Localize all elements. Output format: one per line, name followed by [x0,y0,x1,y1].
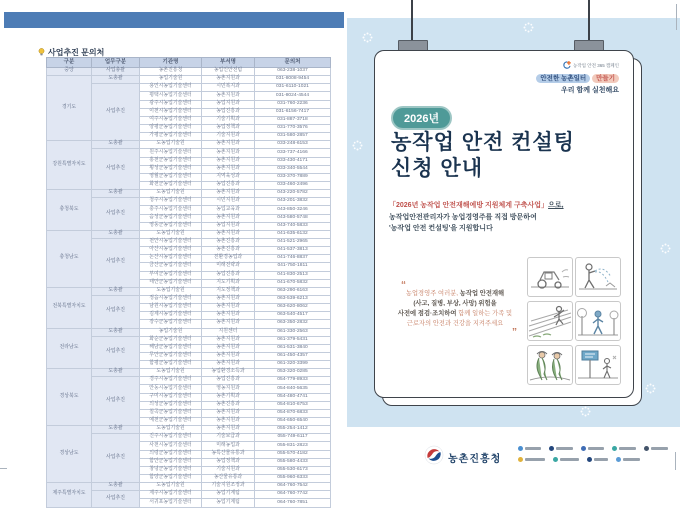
contact-cell: 농업환경소득과 [202,369,255,377]
quote-line1-orange: 농업경영주 여러분, [405,290,460,297]
poster-title-line2: 신청 안내 [391,157,483,180]
contact-cell: 음성군농업기술센터 [140,214,202,222]
contact-cell: 도농업기술원 [140,369,202,377]
contact-cell: 055-960-6333 [255,475,331,483]
crop-mark [675,452,676,470]
contact-cell: 화천군농업기술센터 [140,181,202,189]
contact-cell: 063-620-8062 [255,304,331,312]
contact-cell: 도농업기술원 [140,287,202,295]
worktype-cell: 도총괄 [92,328,140,336]
contact-cell: 농촌지원과 [202,344,255,352]
illustration-field-work [527,301,573,341]
snowflake-icon [362,32,373,43]
program-name: 「2026년 농작업 안전재해예방 지원체계 구축사업」 [389,202,549,209]
table-row [47,68,331,76]
contact-cell: 농특산물유통과 [202,450,255,458]
contact-cell: 농업기계팀 [202,491,255,499]
contact-cell: 해남군농업기술센터 [140,344,202,352]
contact-cell: 기술기획과 [202,116,255,124]
contact-cell: 061-450-4357 [255,352,331,360]
contact-cell: 기술보급과 [202,434,255,442]
contact-cell: 도농업기술원 [140,190,202,198]
contact-cell: 지역육성과 [202,173,255,181]
contact-cell: 영동군농업기술센터 [140,222,202,230]
region-cell: 전북특별자치도 [47,287,92,328]
contact-cell: 061-379-5431 [255,336,331,344]
table-row [47,230,331,238]
quote-line3-dark: 사전에 점검·조치하여 [397,310,459,317]
contact-cell: 함양군농업기술센터 [140,475,202,483]
contact-cell: 농촌지원과 [202,304,255,312]
contact-cell: 농촌진흥과 [202,401,255,409]
partner-logos [518,446,668,462]
contact-cell: 농촌지원과 [202,149,255,157]
contact-cell: 원주시농업기술센터 [140,149,202,157]
worktype-cell: 사업추진 [92,295,140,328]
contact-cell: 농촌지원과 [202,230,255,238]
contact-cell: 061-330-2563 [255,328,331,336]
worktype-cell: 사업추진 [92,491,140,507]
contact-cell: 구미시농업기술센터 [140,393,202,401]
worktype-cell: 사업추진 [92,336,140,369]
table-row [47,76,331,84]
worktype-cell: 사업추진 [92,377,140,426]
worktype-cell: 사업추진 [92,434,140,483]
contact-cell: 061-320-3399 [255,361,331,369]
contact-cell: 055-570-4182 [255,450,331,458]
contact-cell: 경주시농업기술센터 [140,377,202,385]
contact-cell: 태안군농업기술센터 [140,279,202,287]
partner-logo-icon [553,457,579,462]
contact-cell: 063-238-1037 [255,68,331,76]
contact-cell: 시민복지과 [202,84,255,92]
column-header: 기관명 [140,58,202,68]
contact-cell: 안동시농업기술센터 [140,385,202,393]
quote-line3-orange: 함께 일하는 가족 및 [458,310,513,317]
contact-cell: 서귀포농업기술센터 [140,499,202,507]
column-header: 부서명 [202,58,255,68]
contact-cell: 농촌지원과 [202,352,255,360]
snowflake-icon [352,140,363,151]
year-badge: 2026년 [391,106,452,130]
contact-cell: 광주시농업기술센터 [140,100,202,108]
contact-cell: 화순군농업기술센터 [140,336,202,344]
close-quote-icon: ” [512,327,517,338]
contact-cell: 041-537-3813 [255,247,331,255]
contact-cell: 지도기획과 [202,279,255,287]
contact-cell: 용인시농업기술센터 [140,84,202,92]
contact-cell: 043-201-3832 [255,198,331,206]
partner-logo-icon [549,446,573,451]
contact-cell: 041-830-2513 [255,271,331,279]
table-row [47,287,331,295]
poster-title [391,130,575,182]
worktype-cell: 도총괄 [92,230,140,238]
contact-cell: 농산물유통과 [202,475,255,483]
header-bar [4,12,344,28]
table-title: 사업추진 문의처 [48,47,105,57]
contact-cell: 기술지원조정과 [202,483,255,491]
contact-cell: 도농업기술원 [140,230,202,238]
contact-cell: 남원시농업기술센터 [140,304,202,312]
contact-cell: 사천시농업기술센터 [140,442,202,450]
contact-cell: 063-540-4517 [255,312,331,320]
contact-cell: 농업진흥과 [202,377,255,385]
contact-cell: 장수군농업기술센터 [140,320,202,328]
contact-cell: 횡성군농업기술센터 [140,165,202,173]
contact-cell: 041-746-8837 [255,255,331,263]
worktype-cell: 도총괄 [92,76,140,84]
illustration-orchard-work [575,301,621,341]
region-cell: 전라남도 [47,328,92,369]
snowflake-icon [523,22,534,33]
contact-cell: 농촌지원과 [202,426,255,434]
contact-cell: 천안시농업기술센터 [140,238,202,246]
contact-cell: 부여군농업기술센터 [140,271,202,279]
contact-cell: 055-530-6173 [255,466,331,474]
poster-body [389,200,625,235]
contact-cell: 농촌기획과 [202,393,255,401]
contact-cell: 033-248-6153 [255,141,331,149]
contact-cell: 041-521-2965 [255,238,331,246]
contact-cell: 제주시농업기술센터 [140,491,202,499]
contact-cell: 양평군농업기술센터 [140,124,202,132]
contact-cell: 농촌지원과 [202,76,255,84]
region-cell: 경상북도 [47,369,92,426]
contact-cell: 054-779-8933 [255,377,331,385]
contact-cell: 농업지원과 [202,222,255,230]
contact-cell: 여주시농업기술센터 [140,116,202,124]
contact-cell: 정읍시농업기술센터 [140,295,202,303]
column-header: 문의처 [255,58,331,68]
contact-cell: 농촌지원과 [202,312,255,320]
region-cell: 강원특별자치도 [47,141,92,190]
contact-cell: 농업지원과 [202,100,255,108]
campaign-subline: 우리 함께 실천해요 [561,87,619,94]
contact-cell: 농업기계팀 [202,499,255,507]
contact-cell: 청주시농업기술센터 [140,198,202,206]
table-row [47,328,331,336]
contact-cell: 친환경농업과 [202,255,255,263]
region-cell: 충청북도 [47,190,92,231]
contact-cell: 031-8008-9454 [255,76,331,84]
contact-cell: 031-6156-7417 [255,108,331,116]
contact-cell: 055-254-1412 [255,426,331,434]
agency-block [424,445,501,470]
hanging-string [588,0,590,44]
contact-cell: 054-870-6833 [255,409,331,417]
contact-cell: 농촌진흥과 [202,247,255,255]
contact-cell: 033-370-7889 [255,173,331,181]
body-line2: 농작업안전관리자가 농업경영주를 직접 방문하여 [389,213,537,221]
contact-cell: 농업진흥과 [202,181,255,189]
contact-cell: 농촌지원과 [202,418,255,426]
contact-cell: 김제시농업기술센터 [140,312,202,320]
partner-logo-icon [616,457,640,462]
contact-cell: 농업인안전팀 [202,68,255,76]
table-row [47,141,331,149]
agency-name: 농촌진흥청 [448,454,502,465]
contact-cell: 농촌지원과 [202,92,255,100]
contact-cell: 의령군농업기술센터 [140,450,202,458]
poster-title-line1: 농작업 안전 컨설팅 [391,131,575,154]
campaign-block [536,61,619,95]
worktype-cell: 도총괄 [92,483,140,491]
contact-cell: 농업진흥과 [202,108,255,116]
contact-cell: 041-670-5832 [255,279,331,287]
contact-cell: 053-320-0285 [255,369,331,377]
region-cell: 중앙 [47,68,92,76]
contact-cell: 농업정책과 [202,124,255,132]
column-header: 업무구분 [92,58,140,68]
contact-cell: 농촌지원과 [202,320,255,328]
contact-cell: 041-750-1811 [255,263,331,271]
partner-logo-icon [518,457,545,462]
rda-logo-icon [424,445,444,470]
contact-cell: 가평군농업기술센터 [140,133,202,141]
contact-cell: 031-770-3576 [255,124,331,132]
contact-cell: 기술지원과 [202,133,255,141]
contact-cell: 이천시농업기술센터 [140,108,202,116]
contact-cell: 지원센터 [202,328,255,336]
open-quote-icon: “ [401,280,406,291]
quote-block [379,280,531,338]
contact-cell: 063-350-2832 [255,320,331,328]
campaign-logo-icon [563,61,571,70]
contact-cell: 충주시농업기술센터 [140,206,202,214]
illustration-tractor-accident [527,257,573,297]
illustration-grid [527,257,619,385]
contact-cell: 영월군농업기술센터 [140,173,202,181]
region-cell: 경기도 [47,76,92,141]
contact-cell: 아산시농업기술센터 [140,247,202,255]
contact-cell: 054-480-4741 [255,393,331,401]
contact-cell: 미래전략과 [202,263,255,271]
partner-logo-icon [581,446,604,451]
contact-cell: 055-580-4433 [255,458,331,466]
worktype-cell: 사업총괄 [92,68,140,76]
contact-cell: 061-531-3840 [255,344,331,352]
table-row [47,426,331,434]
contact-cell: 농촌진흥청 [140,68,202,76]
contact-cell: 031-8024-4544 [255,92,331,100]
table-header-row [47,58,331,68]
partner-logo-icon [612,446,636,451]
worktype-cell: 도총괄 [92,287,140,295]
contact-cell: 도농업기술원 [140,426,202,434]
contact-cell: 의성군농업기술센터 [140,401,202,409]
contact-cell: 033-460-2496 [255,181,331,189]
crop-mark [0,468,7,469]
contact-cell: 063-539-6213 [255,295,331,303]
table-row [47,483,331,491]
contact-cell: 033-340-5544 [255,165,331,173]
contact-cell: 창녕군농업기술센터 [140,466,202,474]
contact-cell: 무안군농업기술센터 [140,352,202,360]
contact-cell: 시민지원과 [202,198,255,206]
page-edge-mark [676,4,677,30]
footer [0,440,680,474]
contact-cell: 043-220-5782 [255,190,331,198]
contact-cell: 064-760-7542 [255,483,331,491]
campaign-pill-orange: 만들기 [592,74,619,83]
contact-cell: 함안군농업기술센터 [140,458,202,466]
snowflake-icon [660,243,671,254]
illustration-carrying-load [527,345,573,385]
worktype-cell: 사업추진 [92,149,140,190]
contact-cell: 054-840-5635 [255,385,331,393]
illustration-farm-sign [575,345,621,385]
contact-cell: 043-850-3246 [255,206,331,214]
contact-cell: 기술지원과 [202,466,255,474]
contact-cell: 칠곡군농업기술센터 [140,409,202,417]
quote-line1-dark: 농작업 안전재해 [459,290,505,297]
contact-cell: 예천군농업기술센터 [140,418,202,426]
region-cell: 제주특별자치도 [47,483,92,507]
worktype-cell: 도총괄 [92,141,140,149]
partner-logo-icon [587,457,608,462]
table-row [47,369,331,377]
contact-cell: 031-6110-1021 [255,84,331,92]
contact-cell: 미래농업과 [202,442,255,450]
program-suffix: 으로, [548,202,564,209]
contact-cell: 평택시농업기술센터 [140,92,202,100]
contact-cell: 033-430-4171 [255,157,331,165]
contact-cell: 농촌진흥과 [202,238,255,246]
contact-cell: 농촌지원과 [202,214,255,222]
region-cell: 경상남도 [47,426,92,483]
campaign-logo-text: 농작업 안전 365 캠페인 [572,62,619,68]
contact-cell: 055-749-6117 [255,434,331,442]
contact-cell: 064-760-7851 [255,499,331,507]
contact-cell: 농촌지원과 [202,409,255,417]
quote-line4: 근로자의 안전과 건강을 지켜주세요 [406,320,504,327]
contact-cell: 054-810-6753 [255,401,331,409]
contact-cell: 055-831-2823 [255,442,331,450]
contact-cell: 033-737-4166 [255,149,331,157]
contact-cell: 031-760-2236 [255,100,331,108]
contact-cell: 041-635-6132 [255,230,331,238]
contact-cell: 함평군농업기술센터 [140,361,202,369]
contact-cell: 농업기술원 [140,328,202,336]
contact-cell: 031-887-3718 [255,116,331,124]
contact-cell: 진주시농업기술센터 [140,434,202,442]
worktype-cell: 도총괄 [92,369,140,377]
contact-cell: 지도정책과 [202,287,255,295]
contact-cell: 도농업기술원 [140,141,202,149]
partner-logo-icon [518,446,541,451]
worktype-cell: 사업추진 [92,198,140,231]
contact-cell: 농업진흥과 [202,271,255,279]
snowflake-icon [645,383,656,394]
partner-logo-icon [644,446,668,451]
contact-cell: 농촌지원과 [202,141,255,149]
contact-cell: 054-650-6540 [255,418,331,426]
worktype-cell: 도총괄 [92,426,140,434]
contact-cell: 농업정책과 [202,458,255,466]
contact-cell: 농업기술원 [140,76,202,84]
contact-cell: 홍천군농업기술센터 [140,157,202,165]
poster-card [374,50,634,398]
contact-cell: 043-580-5748 [255,214,331,222]
illustration-pesticide-spray [575,257,621,297]
contact-cell: 농촌지원과 [202,165,255,173]
quote-line2: (사고, 질병, 부상, 사망) 위험을 [413,300,497,307]
worktype-cell: 사업추진 [92,84,140,141]
table-row [47,190,331,198]
bulb-icon [38,43,45,61]
hanging-string [411,0,413,44]
contact-cell: 농촌지원과 [202,190,255,198]
contact-cell: 도농업기술원 [140,483,202,491]
body-line3: '농작업 안전 컨설팅'을 지원합니다 [389,225,493,232]
snowflake-icon [580,406,591,417]
contact-cell: 043-740-5833 [255,222,331,230]
contact-cell: 영농지원과 [202,385,255,393]
contact-cell: 농촌지원과 [202,295,255,303]
contact-cell: 064-760-7742 [255,491,331,499]
contact-cell: 논산시농업기술센터 [140,255,202,263]
worktype-cell: 사업추진 [92,238,140,287]
contact-cell: 063-290-6163 [255,287,331,295]
worktype-cell: 도총괄 [92,190,140,198]
column-header: 구분 [47,58,92,68]
contact-cell: 농업교육과 [202,206,255,214]
region-cell: 충청남도 [47,230,92,287]
campaign-pill-blue: 안전한 농촌일터 [536,74,590,83]
contact-cell: 금산군농업기술센터 [140,263,202,271]
contact-cell: 031-580-2857 [255,133,331,141]
contact-cell: 농촌지원과 [202,336,255,344]
contact-cell: 농촌지원과 [202,157,255,165]
contact-cell: 농촌지원과 [202,361,255,369]
